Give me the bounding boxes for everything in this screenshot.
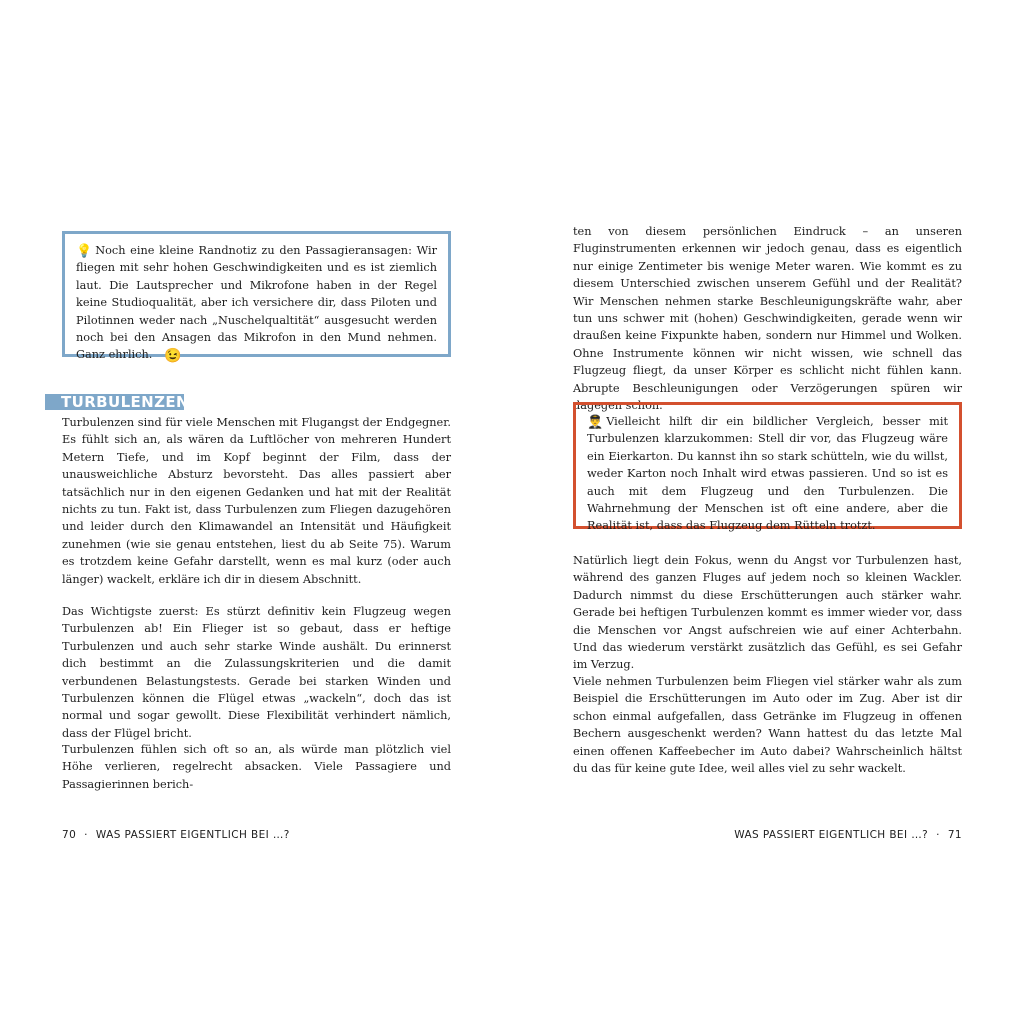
running-title: WAS PASSIERT EIGENTLICH BEI …?	[95, 829, 290, 841]
paragraph-1: Turbulenzen sind für viele Menschen mit Flugangst der Endgegner. Es fühlt sich an, als wären da Luftlöcher von mehreren Hundert Metern Tiefe, und im Kopf beginnt der Film, dass der unausweichliche Absturz bevorsteht. Das alles passiert aber tatsächlich nur in den eigenen Gedanken und hat mit der Realität nichts zu tun. Fakt ist, dass Turbulenzen zum Fliegen dazugehören und leider durch den Klimawandel an Intensität und Häufigkeit zunehmen (wie sie genau entstehen, liest du ab Seite 75). Warum es trotzdem keine Gefahr darstellt, wenn es mal kurz (oder auch länger) wackelt, erkläre ich dir in diesem Abschnitt.	[62, 416, 451, 586]
lightbulb-icon: 💡	[76, 244, 93, 259]
tip-text: Noch eine kleine Randnotiz zu den Passagieransagen: Wir fliegen mit sehr hohen Geschwindigkeiten und es ist ziemlich laut. Die Lautsprecher und Mikrofone haben in der Regel keine Studioqualität, aber ich versichere dir, dass Piloten und Pilotinnen weder nach „Nuschelqualtität“ ausgesucht werden noch bei den Ansagen das Mikrofon in den Mund nehmen. Ganz ehrlich.	[76, 244, 437, 362]
pilot-box-text	[587, 413, 948, 535]
page-number: 71	[947, 829, 962, 841]
footer-separator: ·	[936, 829, 940, 841]
page-footer-right	[734, 829, 962, 841]
page-number: 70	[62, 829, 77, 841]
right-page	[512, 0, 1024, 1024]
paragraph-2: Das Wichtigste zuerst: Es stürzt definitiv kein Flugzeug wegen Turbulenzen ab! Ein Flieger ist so gebaut, dass er heftige Turbulenzen und auch sehr starke Winde aushält. Du erinnerst dich bestimmt an die Zulassungskriterien und die damit verbundenen Belastungstests. Gerade bei starken Winden und Turbulenzen können die Flügel etwas „wackeln“, doch das ist normal und sogar gewollt. Diese Flexibilität verhindert nämlich, dass der Flügel bricht.	[62, 605, 451, 740]
page-footer-left	[62, 829, 290, 841]
tip-box-text	[76, 242, 437, 364]
paragraph-3: Turbulenzen fühlen sich oft so an, als würde man plötzlich viel Höhe verlieren, regelrecht absacken. Viele Passagiere und Passagierinnen berich-	[62, 743, 451, 791]
pilot-icon: 👨‍✈️	[587, 415, 604, 430]
footer-separator: ·	[84, 829, 88, 841]
paragraph-continued: ten von diesem persönlichen Eindruck – an unseren Fluginstrumenten erkennen wir jedoch genau, dass es eigentlich nur einige Zentimeter bis wenige Meter waren. Wie kommt es zu diesem Unterschied zwischen unserem Gefühl und der Realität? Wir Menschen nehmen starke Beschleunigungskräfte wahr, aber tun uns schwer mit (hohen) Geschwindigkeiten, gerade wenn wir draußen keine Fixpunkte haben, sondern nur Himmel und Wolken. Ohne Instrumente können wir nicht wissen, wie schnell das Flugzeug fliegt, da unser Körper es schlicht nicht fühlen kann. Abrupte Beschleunigungen oder Verzögerungen spüren wir dagegen schon.	[573, 225, 962, 413]
section-heading: TURBULENZEN	[61, 393, 190, 411]
running-title: WAS PASSIERT EIGENTLICH BEI …?	[734, 829, 929, 841]
pilot-text: Vielleicht hilft dir ein bildlicher Vergleich, besser mit Turbulenzen klarzukommen: Stell dir vor, das Flugzeug wäre ein Eierkarton. Du kannst ihn so stark schütteln, wie du willst, weder Karton noch Inhalt wird etwas passieren. Und so ist es auch mit dem Flugzeug und den Turbulenzen. Die Wahrnehmung der Menschen ist oft eine andere, aber die Realität ist, dass das Flugzeug dem Rütteln trotzt.	[587, 415, 948, 533]
pilot-tip-box	[573, 402, 962, 533]
paragraph-4: Natürlich liegt dein Fokus, wenn du Angst vor Turbulenzen hast, während des ganzen Fluges auf jedem noch so kleinen Wackler. Dadurch nimmst du diese Erschütterungen auch stärker wahr. Gerade bei heftigen Turbulenzen kommt es immer wieder vor, dass die Menschen vor Angst aufschreien wie auf einer Achterbahn. Und das wiederum verstärkt zusätzlich das Gefühl, es sei Gefahr im Verzug.	[573, 554, 962, 672]
tip-box	[62, 231, 451, 365]
wink-emoji-icon: 😉	[164, 348, 182, 365]
paragraph-5: Viele nehmen Turbulenzen beim Fliegen viel stärker wahr als zum Beispiel die Erschütterungen im Auto oder im Zug. Aber ist dir schon einmal aufgefallen, dass Getränke im Flugzeug in offenen Bechern ausgeschenkt werden? Wann hattest du das letzte Mal einen offenen Kaffeebecher im Auto dabei? Wahrscheinlich hältst du das für keine gute Idee, weil alles viel zu sehr wackelt.	[573, 675, 962, 776]
